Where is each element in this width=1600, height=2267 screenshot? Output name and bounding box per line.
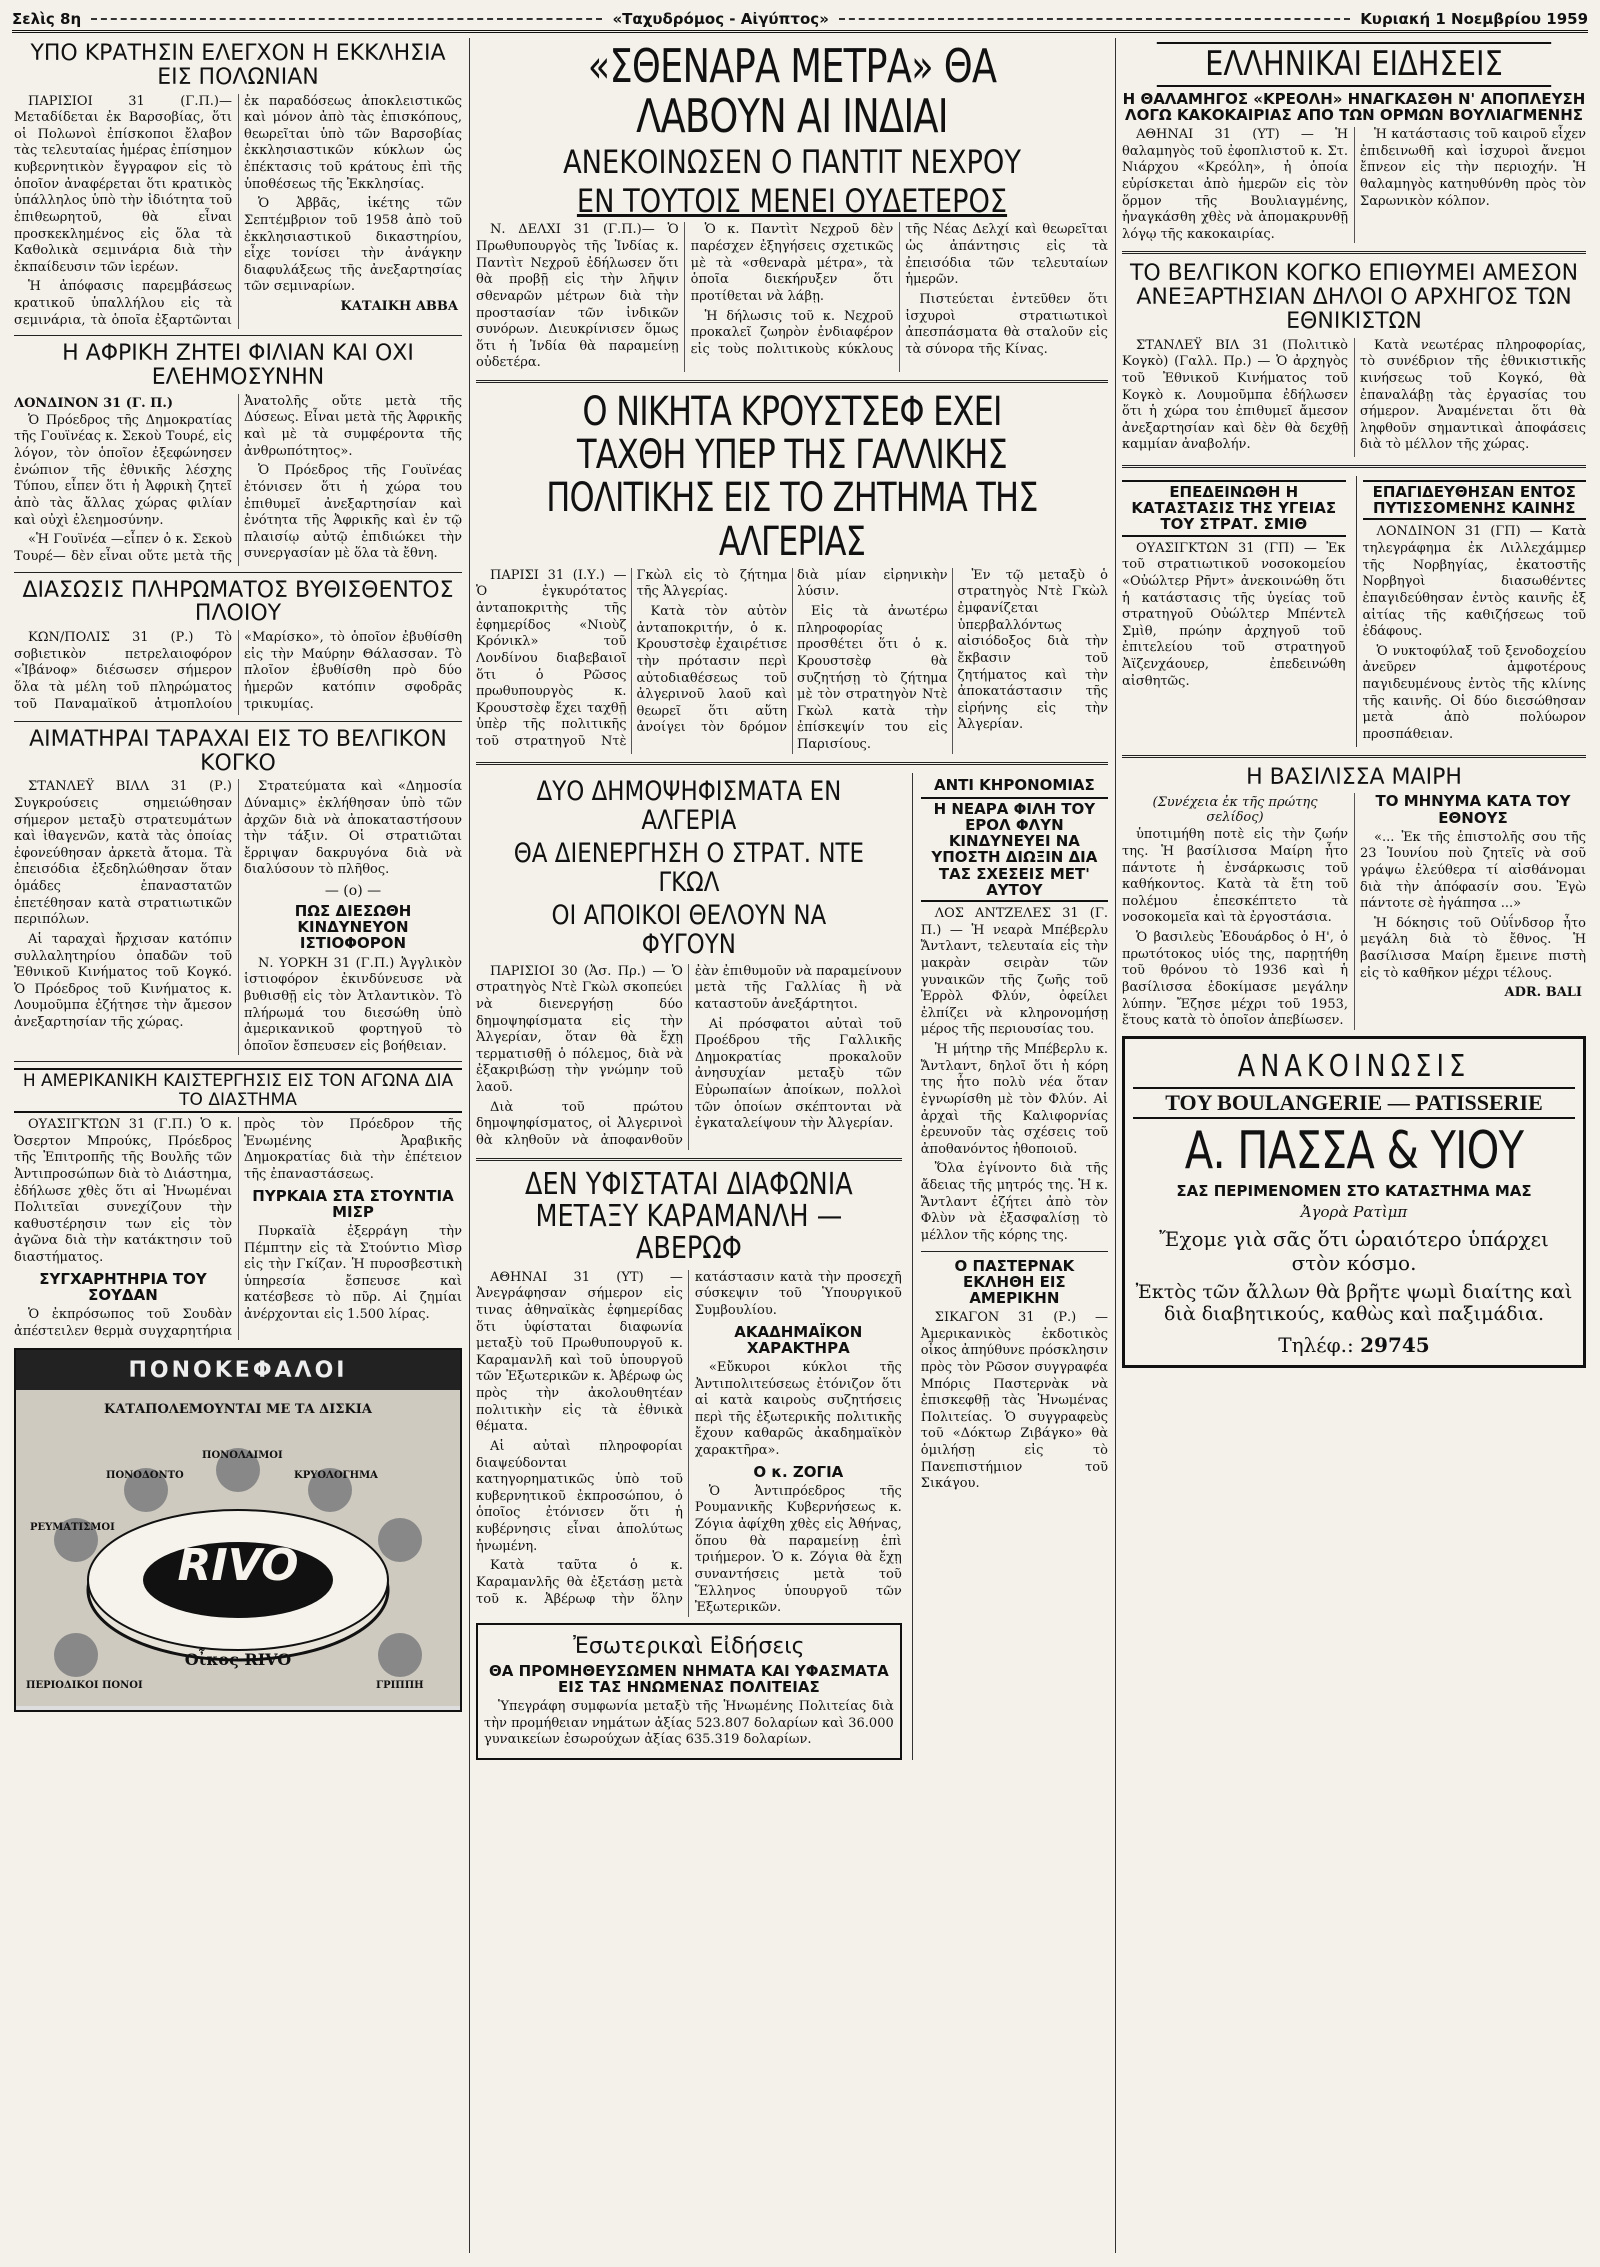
newspaper-name: «Ταχυδρόμος - Αἰγύπτος» — [612, 10, 829, 28]
article-subheadline: Η ΝΕΑΡΑ ΦΙΛΗ ΤΟΥ ΕΡΟΛ ΦΛΥΝ ΚΙΝΔΥΝΕΥΕΙ ΝΑ ΥΠΟΣΤΗ ΔΙΩΞΙΝ ΔΙΑ ΤΑΣ ΣΧΕΣΕΙΣ ΜΕΤ' ΑΥΤΟΥ — [921, 797, 1108, 902]
article-body — [476, 964, 902, 1150]
ad-brand: RIVO — [177, 1540, 299, 1592]
sub-headline: ΟΙ ΑΠΟΙΚΟΙ ΘΕΛΟΥΝ ΝΑ ΦΥΓΟΥΝ — [551, 900, 827, 961]
header-strip — [12, 8, 1588, 33]
ad-footer: Οἶκος RIVO — [184, 1650, 292, 1670]
main-headline: Ο ΝΙΚΗΤΑ ΚΡΟΥΣΤΣΕΦ ΕΧΕΙ ΤΑΧΘΗ ΥΠΕΡ ΤΗΣ ΓΑΛΛΙΚΗΣ ΠΟΛΙΤΙΚΗΣ ΕΙΣ ΤΟ ΖΗΤΗΜΑ ΤΗΣ ΑΛΓΕΡΙΑΣ — [546, 389, 1038, 565]
article-body — [14, 630, 462, 715]
ad-label: ΠΟΝΟΔΟΝΤΟ — [106, 1470, 184, 1482]
paragraph: Ὁ Ἀββᾶς, ἱκέτης τῶν Σεπτέμβριον τοῦ 1958 ἀπὸ τοῦ ἐκκλησιαστικοῦ δικαστηρίου, εἶχε τονίσει τὴν ἀνάγκην διαφυλάξεως τῆς ἀνεξαρτησίας τῶν σεμιναρίων. — [244, 196, 462, 295]
paragraph: Ὁ βασιλεὺς Ἐδουάρδος ὁ Η', ὁ πρωτότοκος υἱός της, παρῃτήθη τοῦ θρόνου τὸ 1936 καὶ ἡ βασίλισσα ἐδοκίμασε μεγάλην λύπην. Ἔζησε μέχρι τοῦ 1953, ἔτους κατὰ τὸ ὁποῖον ἀπεβίωσεν. — [1122, 930, 1348, 1029]
center-lower-row — [476, 773, 1108, 1760]
article-subheadline: Η ΘΑΛΑΜΗΓΟΣ «ΚΡΕΟΛΗ» ΗΝΑΓΚΑΣΘΗ Ν' ΑΠΟΠΛΕΥΣΗ ΛΟΓΩ ΚΑΚΟΚΑΙΡΙΑΣ ΑΠΟ ΤΩΝ ΟΡΜΩΝ ΒΟΥΛΙΑΓΜΕΝΗΣ — [1122, 89, 1586, 124]
paragraph: Στρατεύματα καὶ «Δημοσία Δύναμις» ἐκλήθησαν ὑπὸ τῶν ἀρχῶν διὰ νὰ ἀποκαταστήσουν τὴν τάξιν. Οἱ στρατιῶται ἔρριψαν δακρυγόνα διὰ νὰ διαλύσουν τὸ πλῆθος. — [244, 779, 462, 878]
paragraph: ΚΩΝ/ΠΟΛΙΣ 31 (Ρ.) Τὸ σοβιετικὸν πετρελαιοφόρον «Ἰβάνοφ» διέσωσεν σήμερον ὅλα τὰ μέλη τοῦ πληρώματος τοῦ Παναμαϊκοῦ ἀτμοπλοίου «Μαρίσκο», τὸ ὁποῖον ἐβυθίσθη εἰς τὴν Μαύρην Θάλασσαν. Τὸ πλοῖον ἐβυθίσθη πρὸ δύο ἡμερῶν κατόπιν σφοδρᾶς τρικυμίας. — [14, 630, 462, 712]
right-mid-row — [1122, 476, 1586, 747]
paragraph: «... Ἐκ τῆς ἐπιστολῆς σου τῆς 23 Ἰουνίου ποὺ ζητεῖς νὰ σοῦ γράψω ἐλεύθερα τί αἰσθάνομαι διὰ τὴν ἀπόφασίν σου. Ἐγὼ πάντοτε σὲ ἠγάπησα ...» — [1360, 829, 1586, 912]
paragraph: ΛΟΝΔΙΝΟΝ 31 (ΓΠ) — Κατὰ τηλεγράφημα ἐκ Λιλλεχάμμερ τῆς Νορβηγίας, ἐκατοστῆς Νορβηγοὶ διασωθέντες ἐπαγιδεύθησαν ἐντὸς καινῆς ἐξ αἰτίας τῆς καθιζήσεως τοῦ ἐδάφους. — [1362, 524, 1586, 640]
article-headline: Ο κ. ΖΟΓΙΑ — [753, 1462, 844, 1481]
header-rule — [839, 18, 1350, 20]
ad-label: ΚΡΥΟΛΟΓΗΜΑ — [294, 1470, 378, 1482]
paragraph: ΣΙΚΑΓΟΝ 31 (Ρ.) — Ἀμερικανικὸς ἐκδοτικὸς οἶκος ἀπηύθυνε πρόσκλησιν πρὸς τὸν Ρῶσον συγγραφέα Μπόρις Παστερνὰκ νὰ ἐπισκεφθῇ τὰς Ἡνωμένας Πολιτείας. Ὁ συγγραφεὺς τοῦ «Δόκτωρ Ζιβάγκο» θὰ ὁμιλήσῃ εἰς τὸ Πανεπιστήμιον τοῦ Σικάγου. — [920, 1310, 1108, 1492]
page-number: Σελὶς 8η — [12, 10, 82, 28]
paragraph: «Ἡ Γουϊνέα —εἶπεν ὁ κ. Σεκοὺ Τουρέ— δὲν εἶναι οὔτε μετὰ τῆς Ἀνατολῆς οὔτε μετὰ τῆς Δύσεως. Εἶναι μετὰ τῆς Ἀφρικῆς καὶ μὲ τὰ συμφέροντα τῆς ἀνθρωπότητος». — [14, 393, 462, 564]
left-column — [14, 38, 462, 2253]
paragraph: Αἱ αὐταὶ πληροφορίαι διαψεύδονται κατηγορηματικῶς ὑπὸ τοῦ κυβερνητικοῦ ἐκπροσώπου, ὁ ὁποῖος ἐτόνισεν ὅτι ἡ κυβέρνησις εἶναι ἀπολύτως ἡνωμένη. — [476, 1438, 683, 1554]
center-lower-left — [476, 773, 902, 1760]
article-body — [476, 1270, 902, 1617]
main-headline: ΔΕΝ ΥΦΙΣΤΑΤΑΙ ΔΙΑΦΩΝΙΑ ΜΕΤΑΞΥ ΚΑΡΑΜΑΝΛΗ — ΑΒΕΡΩΦ — [525, 1166, 853, 1267]
article-headline: ΤΟ ΒΕΛΓΙΚΟΝ ΚΟΓΚΟ ΕΠΙΘΥΜΕΙ ΑΜΕΣΟΝ ΑΝΕΞΑΡΤΗΣΙΑΝ ΔΗΛΟΙ Ο ΑΡΧΗΓΟΣ ΤΩΝ ΕΘΝΙΚΙΣΤΩΝ — [1129, 261, 1579, 334]
rivo-advertisement — [14, 1348, 462, 1712]
issue-date: Κυριακή 1 Νοεμβρίου 1959 — [1360, 10, 1589, 28]
paragraph: Εἰς τὰ ἀνωτέρω πληροφορίας προσθέτει ὅτι ὁ κ. Κρουστσὲφ θὰ συζητήσῃ τὸ ζήτημα μὲ τὸν στρατηγὸν Ντὲ Γκὼλ κατὰ τὴν ἐπίσκεψίν του εἰς Παρισίους. — [797, 604, 948, 753]
paragraph: Ἐν τῷ μεταξὺ ὁ στρατηγὸς Ντὲ Γκὼλ ἐμφανίζεται ὑπερβαλλόντως αἰσιόδοξος διὰ τὴν ἔκβασιν τοῦ ζητήματος καὶ τὴν ἀποκατάστασιν τῆς εἰρήνης εἰς τὴν Ἀλγερίαν. — [957, 567, 1108, 733]
signature: ΚΑΤΑΙΚΗ ΑΒΒΑ — [340, 299, 458, 314]
column-rule — [469, 38, 470, 2253]
article-headline: ΕΠΑΓΙΔΕΥΘΗΣΑΝ ΕΝΤΟΣ ΠΥΤΙΣΣΟΜΕΝΗΣ ΚΑΙΝΗΣ — [1363, 480, 1587, 520]
article-body — [14, 1117, 462, 1340]
article-headline: ΣΥΓΧΑΡΗΤΗΡΙΑ ΤΟΥ ΣΟΥΔΑΝ — [39, 1269, 207, 1304]
article-body — [14, 94, 462, 330]
paragraph: Ν. ΥΟΡΚΗ 31 (Γ.Π.) Ἀγγλικὸν ἱστιοφόρον ἐκινδύνευσε νὰ βυθισθῇ εἰς τὸν Ἀτλαντικὸν. Τὸ πλήρωμά του διεσώθη ὑπὸ ἀμερικανικοῦ φορτηγοῦ τὸ ὁποῖον ἔσπευσεν εἰς βοήθειαν. — [244, 955, 462, 1054]
article-headline: ΑΙΜΑΤΗΡΑΙ ΤΑΡΑΧΑΙ ΕΙΣ ΤΟ ΒΕΛΓΙΚΟΝ ΚΟΓΚΟ — [29, 726, 447, 776]
paragraph: ΛΟΣ ΑΝΤΖΕΛΕΣ 31 (Γ. Π.) — Ἡ νεαρὰ Μπέβερλυ Ἄντλαντ, τελευταία εἰς τὴν μακρὰν σειρὰν τῶν γυναικῶν τῆς ζωῆς τοῦ Ἐρρὸλ Φλύν, ὀφείλει ἐλπίζει νὰ κληρονομήσῃ μέρος τῆς περιουσίας του. — [920, 906, 1108, 1038]
paragraph: Πιστεύεται ἐντεῦθεν ὅτι ἰσχυροὶ στρατιωτικοὶ ἀπεσπάσματα θὰ σταλοῦν εἰς τὰ σύνορα τῆς Κίνας. — [905, 291, 1108, 357]
article-body — [1122, 793, 1586, 1030]
article-subheadline: ΤΟ ΜΗΝΥΜΑ ΚΑΤΑ ΤΟΥ ΕΘΝΟΥΣ — [1375, 792, 1571, 827]
article-headline: ΑΝΤΙ ΚΗΡΟΝΟΜΙΑΣ — [933, 775, 1095, 794]
signature: ADR. BALI — [1504, 985, 1582, 1001]
ad-title: ΠΟΝΟΚΕΦΑΛΟΙ — [16, 1350, 460, 1390]
paragraph: ΟΥΑΣΙΓΚΤΩΝ 31 (Γ.Π.) Ὁ κ. Ὀσερτον Μπρούκς, Πρόεδρος τῆς Ἐπιτροπῆς τῆς Βουλῆς τῶν Ἀντιπροσώπων διὰ τὸ Διάστημα, ἐδήλωσε χθὲς ὅτι αἱ Ἡνωμέναι Πολιτεῖαι συνεχίζουν τὴν καθυστέρησιν των εἰς τὸν ἀγῶνα διὰ τὴν κατάκτησιν τοῦ διαστήματος. — [14, 1117, 232, 1266]
phone-number: 29745 — [1360, 1333, 1430, 1358]
ad-label: ΠΟΝΟΛΑΙΜΟΙ — [202, 1450, 283, 1462]
bakery-advertisement — [1122, 1036, 1586, 1368]
ad-title: ΑΝΑΚΟΙΝΩΣΙΣ — [1237, 1048, 1471, 1084]
paragraph: Αἱ ταραχαὶ ἤρχισαν κατόπιν συλλαλητηρίου ὀπαδῶν τοῦ Ἐθνικοῦ Κινήματος τοῦ Κογκό. Ὁ Πρόεδρος τοῦ Κινήματος κ. Λουμοῦμπα ἐζήτησε τὴν ἄμεσον ἀνεξαρτησίαν τῆς χώρας. — [14, 931, 232, 1031]
ad-label: ΠΕΡΙΟΔΙΚΟΙ ΠΟΝΟΙ — [26, 1680, 143, 1692]
sub-headline: ΘΑ ΔΙΕΝΕΡΓΗΣΗ Ο ΣΤΡΑΤ. ΝΤΕ ΓΚΩΛ — [513, 838, 865, 899]
divider — [1122, 465, 1586, 468]
paragraph: Ὁ Πρόεδρος τῆς Γουϊνέας ἐτόνισεν ὅτι ἡ χώρα του ἐπιθυμεῖ ἀνεξαρτησίαν καὶ ἐνότητα τῆς Ἀφρικῆς καὶ ἐν τῷ πλαισίῳ αὐτῷ ἐπιδιώκει τὴν συνεργασίαν μὲ ὅλα τὰ ἔθνη. — [244, 463, 462, 562]
paragraph: Ἡ μήτηρ τῆς Μπέβερλυ κ. Ἄντλαντ, δηλοῖ ὅτι ἡ κόρη της ἦτο πολὺ νέα ὅταν ἐγνωρίσθη μὲ τὸν Φλύν. Αἱ ἀρχαὶ τῆς Καλιφορνίας ἐρευνοῦν τὰς σχέσεις τοῦ ἀποθανόντος ἠθοποιοῦ. — [920, 1042, 1108, 1157]
article-headline: ΕΠΕΔΕΙΝΩΘΗ Η ΚΑΤΑΣΤΑΣΙΣ ΤΗΣ ΥΓΕΙΑΣ ΤΟΥ ΣΤΡΑΤ. ΣΜΙΘ — [1122, 480, 1346, 537]
paragraph: Ἡ δόκησις τοῦ Οὐΐνδσορ ἦτο μεγάλη διὰ τὸ ἔθνος. Ἡ βασίλισσα Μαίρη ἔμεινε πιστὴ εἰς τὸ καθῆκον μέχρι τέλους. — [1360, 915, 1586, 981]
sub-headline: ΑΝΕΚΟΙΝΩΣΕΝ Ο ΠΑΝΤΙΤ ΝΕΧΡΟΥ — [563, 143, 1021, 182]
paragraph: ΟΥΑΣΙΓΚΤΩΝ 31 (ΓΠ) — Ἐκ τοῦ στρατιωτικοῦ νοσοκομείου «Οὐώλτερ Ρῆντ» ἀνεκοινώθη ὅτι ἡ κατάστασις τῆς ὑγείας τοῦ στρατηγοῦ Οὐώλτερ Μπέντελ Σμὶθ, πρώην ἀρχηγοῦ τοῦ ἐπιτελείου τοῦ στρατηγοῦ Ἀϊζενχάουερ, ἐπεδεινώθη αἰσθητῶς. — [1122, 540, 1346, 689]
right-column — [1122, 38, 1586, 2253]
article-body — [1122, 338, 1586, 457]
article-body: ΣΤΑΝΛΕΫ ΒΙΛΛ 31 (Ρ.) Συγκρούσεις σημειώθησαν σήμερον μεταξὺ στρατευμάτων καὶ ἰθαγενῶν, κατὰ τὰς ὁποίας ἐφονεύθησαν ἀρκετὰ ἄτομα. Τὰ ἐπεισόδια ἐξεδηλώθησαν ὅταν ὁμάδες ἐπαναστατῶν ἐπετέθησαν κατὰ στρατιωτικῶν περιπόλων. Αἱ ταραχαὶ ἤρχισαν κατόπιν συλλαλητηρίου ὀπαδῶν τοῦ Ἐθνικοῦ Κινήματος τοῦ Κογκό. Ὁ Πρόεδρος τοῦ Κινήματος κ. Λουμοῦμπα ἐζήτησε τὴν ἄμεσον ἀνεξαρτησίαν τῆς χώρας. Στρατεύματα καὶ «Δημοσία Δύναμις» ἐκλήθησαν ὑπὸ τῶν ἀρχῶν διὰ νὰ ἀποκαταστήσουν τὴν τάξιν. Οἱ στρατιῶται ἔρριψαν δακρυγόνα διὰ νὰ διαλύσουν τὸ πλῆθος. — (ο) — ΠΩΣ ΔΙΕΣΩΘΗ ΚΙΝΔΥΝΕΥΟΝ ΙΣΤΙΟΦΟΡΟΝ Ν. ΥΟΡΚΗ 31 (Γ.Π.) Ἀγγλικὸν ἱστιοφόρον ἐκινδύνευσε νὰ βυθισθῇ εἰς τὸν Ἀτλαντικὸν. Τὸ πλήρωμά του διεσώθη ὑπὸ ἀμερικανικοῦ φορτηγοῦ τὸ ὁποῖον ἔσπευσεν εἰς βοήθειαν. — [14, 779, 462, 1054]
ad-brand: TOY BOULANGERIE — PATISSERIE — [1133, 1087, 1575, 1119]
divider — [921, 1251, 1108, 1252]
paragraph: ΣΤΑΝΛΕΫ ΒΙΛΛ 31 (Ρ.) Συγκρούσεις σημειώθησαν σήμερον μεταξὺ στρατευμάτων καὶ ἰθαγενῶν, κατὰ τὰς ὁποίας ἐφονεύθησαν ἀρκετὰ ἄτομα. Τὰ ἐπεισόδια ἐξεδηλώθησαν ὅταν ὁμάδες ἐπαναστατῶν ἐπετέθησαν κατὰ στρατιωτικῶν περιπόλων. — [14, 779, 232, 928]
box-subheadline: ΘΑ ΠΡΟΜΗΘΕΥΣΩΜΕΝ ΝΗΜΑΤΑ ΚΑΙ ΥΦΑΣΜΑΤΑ ΕΙΣ ΤΑΣ ΗΝΩΜΕΝΑΣ ΠΟΛΙΤΕΙΑΣ — [488, 1661, 889, 1696]
right-mid-left — [1122, 476, 1346, 747]
paragraph: Πυρκαϊὰ ἐξερράγη τὴν Πέμπτην εἰς τὰ Στούντιο Μὶσρ εἰς τὴν Γκίζαν. Ἡ πυροσβεστικὴ ὑπηρεσία ἔσπευσε καὶ κατέσβεσε τὸ πῦρ. Αἱ ζημίαι ἀνέρχονται εἰς 1.500 λίρας. — [244, 1223, 462, 1323]
paragraph: Ὁ Ἀντιπρόεδρος τῆς Ρουμανικῆς Κυβερνήσεως κ. Ζόγια ἀφίχθη χθὲς εἰς Ἀθήνας, ὅπου θὰ παραμείνῃ ἐπὶ τριήμερον. Ὁ κ. Ζόγια θὰ ἔχῃ συναντήσεις μετὰ τοῦ Ἕλληνος ὑπουργοῦ τῶν Ἐξωτερικῶν. — [694, 1483, 902, 1616]
article-body — [476, 222, 1108, 372]
article-body — [14, 394, 462, 566]
ad-tagline: ΚΑΤΑΠΟΛΕΜΟΥΝΤΑΙ ΜΕ ΤΑ ΔΙΣΚΙΑ — [104, 1402, 372, 1418]
paragraph: Ν. ΔΕΛΧΙ 31 (Γ.Π.)— Ὁ Πρωθυπουργὸς τῆς Ἰνδίας κ. Παντὶτ Νεχροῦ ἐδήλωσεν ὅτι θὰ προβῇ εἰς τὴν λῆψιν σθεναρῶν μέτρων διὰ τὴν προστασίαν τῶν ἰνδικῶν συνόρων. Διευκρίνισεν ὅμως ὅτι ἡ Ἰνδία θὰ παραμείνῃ οὐδετέρα. — [476, 222, 679, 371]
divider — [1122, 251, 1586, 254]
paragraph: Ὁ νυκτοφύλαξ τοῦ ξενοδοχείου ἀνεῦρεν ἀμφοτέρους παγιδευμένους ἐντὸς τῆς κλίνης τῆς καινῆς. Οἱ δύο διεσώθησαν μετὰ ἀπὸ πολύωρον προσπάθειαν. — [1362, 643, 1586, 742]
news-box — [476, 1623, 902, 1760]
divider — [14, 572, 462, 573]
article-body — [1122, 127, 1586, 243]
paragraph: Κατὰ τὸν αὐτὸν ἀνταποκριτήν, ὁ κ. Κρουστσὲφ ἐχαιρέτισε τὴν πρότασιν περὶ αὐτοδιαθέσεως τοῦ ἀλγερινοῦ λαοῦ καὶ θεωρεῖ ὅτι αὕτη ἀνοίγει τὸν δρόμον διὰ μίαν εἰρηνικὴν λύσιν. — [636, 567, 948, 736]
sub-headline: ΕΝ ΤΟΥΤΟΙΣ ΜΕΝΕΙ ΟΥΔΕΤΕΡΟΣ — [576, 181, 1008, 220]
paragraph: Ἡ ἀπόφασις παρεμβάσεως κρατικοῦ ὑπαλλήλου εἰς τὰ σεμινάρια, τὰ ὁποῖα ἐξαρτῶνται ἐκ παραδόσεως ἀποκλειστικῶς καὶ μόνον ἀπὸ τὰς ἐπισκόπους, θεωρεῖται ὑπὸ τῶν Βαρσοβίας ἐκκλησιαστικῶν κύκλων ὡς ἐπέκτασις τοῦ κράτους ἐπὶ τῆς ὑποθέσεως τῆς Ἐκκλησίας. — [14, 93, 462, 328]
paragraph: Ἡ δήλωσις τοῦ κ. Νεχροῦ προκαλεῖ ζωηρὸν ἐνδιαφέρον εἰς τοὺς πολιτικοὺς κύκλους τῆς Νέας Δελχί καὶ θεωρεῖται ὡς ἀπάντησις εἰς τὰ ἐπεισόδια τῶν τελευταίων ἡμερῶν. — [690, 222, 1108, 357]
article-headline: ΠΩΣ ΔΙΕΣΩΘΗ ΚΙΝΔΥΝΕΥΟΝ ΙΣΤΙΟΦΟΡΟΝ — [294, 902, 412, 953]
paragraph: ΑΘΗΝΑΙ 31 (ΥΤ) — Ἡ θαλαμηγὸς τοῦ ἐφοπλιστοῦ κ. Στ. Νιάρχου «Κρεόλη», ἡ ὁποία εὑρίσκεται ἀπὸ ἡμερῶν εἰς τὸν ὅρμον τῆς Βουλιαγμένης, ἠναγκάσθη χθὲς νὰ ἀπομακρυνθῇ λόγῳ τῆς κακοκαιρίας. — [1122, 127, 1348, 242]
article-headline: Η ΒΑΣΙΛΙΣΣΑ ΜΑΙΡΗ — [1246, 764, 1462, 790]
ad-address: Ἀγορὰ Ρατὶμπ — [1300, 1203, 1408, 1222]
paragraph: ὑποτιμήθη ποτὲ εἰς τὴν ζωήν της. Ἡ βασίλισσα Μαίρη ἦτο πάντοτε ἡ ἐνσάρκωσις τοῦ καθήκοντος. Κατὰ τὰ ἔτη τοῦ πολέμου ἐπεσκέπτετο τὰ νοσοκομεῖα καὶ τὰ ἐργοστάσια. — [1122, 827, 1348, 926]
divider — [14, 335, 462, 336]
paragraph: ΠΑΡΙΣΙΟΙ 30 (Ἀσ. Πρ.) — Ὁ στρατηγὸς Ντὲ Γκὼλ σκοπεύει νὰ διενεργήσῃ δύο δημοψηφίσματα εἰς τὴν Ἀλγερίαν, ὅταν θὰ ἔχῃ τερματισθῇ ὁ πόλεμος, διὰ νὰ ἐξακριβώσῃ τὴν γνώμην τοῦ λαοῦ. — [476, 963, 683, 1095]
paragraph: Αἱ πρόσφατοι αὐταὶ τοῦ Προέδρου τῆς Γαλλικῆς Δημοκρατίας προκαλοῦν ἀνησυχίαν μεταξὺ τῶν Εὐρωπαίων ἀποίκων, πολλοὶ τῶν ὁποίων σκέπτονται νὰ ἐγκαταλείψουν τὴν Ἀλγερίαν. — [694, 1016, 902, 1132]
ad-phone — [1133, 1333, 1575, 1357]
paragraph: ΠΑΡΙΣΙΟΙ 31 (Γ.Π.)— Μεταδίδεται ἐκ Βαρσοβίας, ὅτι οἱ Πολωνοὶ ἐπίσκοποι ἔλαβον τὰς τελευταίας ἡμέρας ἐπίσημον κυβερνητικὸν ἔγγραφον εἰς τὸ ὁποῖον ἀναφέρεται ὅτι κρατικὸς ὑπάλληλος ὑπὸ τὴν ἰδιότητα τοῦ ἐπιθεωρητοῦ, θὰ εἶναι προσκεκλημένος εἰς ὅλα τὰ Καθολικὰ σεμινάρια διὰ τὴν ἐκπαίδευσιν τῶν ἱερέων. — [14, 93, 232, 275]
paragraph: Ὅλα ἐγίνοντο διὰ τῆς ἄδειας τῆς μητρός της. Ἡ κ. Ἄντλαντ ἐζήτει ἀπὸ τὸν Φλὺν νὰ ἐξασφαλίσῃ τὸ μέλλον τῆς κόρης της. — [920, 1161, 1108, 1243]
article-headline: ΠΥΡΚΑΙΑ ΣΤΑ ΣΤΟΥΝΤΙΑ ΜΙΣΡ — [252, 1186, 454, 1221]
paragraph: Διὰ τοῦ πρώτου δημοψηφίσματος, οἱ Ἀλγερινοὶ θὰ κληθοῦν νὰ ἀποφανθοῦν ἐὰν ἐπιθυμοῦν νὰ παραμείνουν μετὰ τῆς Γαλλίας ἢ νὰ καταστοῦν ἀνεξάρτητοι. — [476, 963, 902, 1148]
ad-label: ΡΕΥΜΑΤΙΣΜΟΙ — [30, 1522, 115, 1534]
paragraph: Ἡ κατάστασις τοῦ καιροῦ εἶχεν ἐπιδεινωθῆ καὶ ἰσχυροὶ ἄνεμοι ἔπνεον εἰς τὴν περιοχήν. Ἡ θαλαμηγὸς κατηυθύνθη πρὸς τὸν Σαρωνικὸν κόλπον. — [1360, 127, 1586, 209]
box-headline: Ἐσωτερικαὶ Εἰδήσεις — [573, 1633, 805, 1659]
article-headline: Ο ΠΑΣΤΕΡΝΑΚ ΕΚΛΗΘΗ ΕΙΣ ΑΜΕΡΙΚΗΝ — [954, 1256, 1075, 1307]
paragraph: Ὁ κ. Παντὶτ Νεχροῦ δὲν παρέσχεν ἐξηγήσεις σχετικῶς μὲ τὰ «σθεναρὰ μέτρα», τὰ ὁποῖα διεκήρυξεν ὅτι προτίθεται νὰ λάβῃ. — [690, 222, 894, 304]
dateline: ΛΟΝΔΙΝΟΝ 31 (Γ. Π.) — [14, 395, 174, 411]
paragraph: Κατὰ ταῦτα ὁ κ. Καραμανλῆς θὰ ἐξετάσῃ μετὰ τοῦ κ. Ἀβέρωφ τὴν ὅλην κατάστασιν κατὰ τὴν προσεχῆ σύσκεψιν τοῦ Ὑπουργικοῦ Συμβουλίου. — [476, 1269, 902, 1607]
article-headline: Η ΑΦΡΙΚΗ ΖΗΤΕΙ ΦΙΛΙΑΝ ΚΑΙ ΟΧΙ ΕΛΕΗΜΟΣΥΝΗΝ — [62, 341, 414, 390]
center-lower-right — [912, 773, 1108, 1760]
divider — [476, 380, 1108, 383]
ad-line: Ἐκτὸς τῶν ἄλλων θὰ βρῆτε ψωμὶ διαίτης καὶ διὰ διαβητικούς, καθὼς καὶ παξιμάδια. — [1135, 1281, 1573, 1326]
article-headline: ΥΠΟ ΚΡΑΤΗΣΙΝ ΕΛΕΓΧΟΝ Η ΕΚΚΛΗΣΙΑ ΕΙΣ ΠΟΛΩΝΙΑΝ — [30, 41, 446, 90]
divider — [476, 762, 1108, 765]
paragraph: ΑΘΗΝΑΙ 31 (ΥΤ) — Ἀνεγράφησαν σήμερον εἰς τινας ἀθηναϊκὰς ἐφημερίδας ὅτι ὑφίσταται διαφωνία μεταξὺ τοῦ Πρωθυπουργοῦ κ. Καραμανλῆ καὶ τοῦ ὑπουργοῦ τῶν Ἐξωτερικῶν κ. Ἀβέρωφ ὡς πρὸς τὴν ἀκολουθητέαν πολιτικὴν εἰς τὰ ἐθνικὰ θέματα. — [476, 1269, 683, 1435]
article-headline: ΑΚΑΔΗΜΑΪΚΟΝ ΧΑΡΑΚΤΗΡΑ — [734, 1322, 863, 1357]
divider — [14, 721, 462, 722]
divider — [1122, 755, 1586, 758]
continuation-note: (Συνέχεια ἐκ τῆς πρώτης σελίδος) — [1152, 795, 1318, 826]
ad-company-name: Α. ΠΑΣΣΑ & ΥΙΟΥ — [1184, 1120, 1524, 1181]
paragraph: «Εὔκυροι κύκλοι τῆς Ἀντιπολιτεύσεως ἐτόνιζον ὅτι αἱ κατὰ καιροὺς συζητήσεις περὶ τῆς ἐξωτερικῆς πολιτικῆς ἔχουν καθαρῶς ἀκαδημαϊκὸν χαρακτῆρα». — [694, 1359, 902, 1459]
phone-label: Τηλέφ.: — [1278, 1333, 1354, 1358]
paragraph: Ὁ ἐκπρόσωπος τοῦ Σουδὰν ἀπέστειλεν θερμὰ συγχαρητήρια πρὸς τὸν Πρόεδρον τῆς Ἑνωμένης Ἀραβικῆς Δημοκρατίας διὰ τὴν ἐπέτειον τῆς ἐπαναστάσεως. — [14, 1117, 462, 1339]
section-title: ΕΛΛΗΝΙΚΑΙ ΕΙΔΗΣΕΙΣ — [1157, 42, 1551, 87]
paragraph: ΣΤΑΝΛΕΫ ΒΙΛ 31 (Πολιτικὸ Κογκὸ) (Γαλλ. Πρ.) — Ὁ ἀρχηγὸς τοῦ Ἐθνικοῦ Κινήματος τοῦ Κογκὸ κ. Λουμοῦμπα ἐδήλωσεν ὅτι ἡ χώρα του ἐπιθυμεῖ ἄμεσον ἀνεξαρτησίαν καὶ δὲν θὰ δεχθῇ καμμίαν ἀναβολήν. — [1122, 337, 1348, 453]
paragraph: ΠΑΡΙΣΙ 31 (Ι.Υ.) — Ὁ ἐγκυρότατος ἀνταποκριτὴς τῆς ἐφημερίδος «Νιοὺζ Κρόνικλ» τοῦ Λονδίνου διαβεβαιοῖ ὅτι ὁ Ρῶσος πρωθυπουργὸς κ. Κρουστσὲφ ἔχει ταχθῇ ὑπὲρ τῆς πολιτικῆς τοῦ στρατηγοῦ Ντὲ Γκὼλ εἰς τὸ ζήτημα τῆς Ἀλγερίας. — [476, 567, 787, 750]
center-column — [476, 38, 1108, 2253]
ad-label: ΓΡΙΠΠΗ — [376, 1680, 424, 1692]
paragraph: Ὁ Πρόεδρος τῆς Δημοκρατίας τῆς Γουϊνέας κ. Σεκοὺ Τουρέ, εἰς λόγον, τὸν ὁποῖον ἐξεφώνησεν ἐνώπιον τῆς ἐθνικῆς λέσχης Τύπου, εἶπεν ὅτι ἡ Ἀφρικὴ ζητεῖ ἀπὸ τὰς ἄλλας χώρας φιλίαν καὶ οὐχὶ ἐλεημοσύνην. — [14, 412, 232, 528]
column-rule — [1115, 38, 1116, 2253]
divider — [476, 1158, 902, 1161]
paragraph: Ὑπεγράφη συμφωνία μεταξὺ τῆς Ἡνωμένης Πολιτείας διὰ τὴν προμήθειαν νημάτων ἀξίας 523.807 δολαρίων καὶ 36.000 γυναικείων ἐσωρούχων ἀξίας 635.319 δολαρίων. — [484, 1698, 894, 1748]
ad-line: Ἔχομε γιὰ σᾶς ὅτι ὡραιότερο ὑπάρχει στὸν κόσμο. — [1159, 1227, 1549, 1276]
main-headline: ΔΥΟ ΔΗΜΟΨΗΦΙΣΜΑΤΑ ΕΝ ΑΛΓΕΡΙΑ — [536, 775, 842, 836]
paragraph: Κατὰ νεωτέρας πληροφορίας, τὸ συνέδριον τῆς ἐθνικιστικῆς κινήσεως τοῦ Κογκό, θὰ ἐπαναλάβῃ τὰς ἐργασίας του σήμερον. Ἀναμένεται ὅτι θὰ ληφθοῦν σημαντικαὶ ἀποφάσεις διὰ τὸ μέλλον τῆς χώρας. — [1360, 337, 1586, 453]
article-body — [476, 568, 1108, 754]
main-headline: «ΣΘΕΝΑΡΑ ΜΕΤΡΑ» ΘΑ ΛΑΒΟΥΝ ΑΙ ΙΝΔΙΑΙ — [587, 39, 997, 143]
right-mid-right — [1356, 476, 1587, 747]
ad-line: ΣΑΣ ΠΕΡΙΜΕΝΟΜΕΝ ΣΤΟ ΚΑΤΑΣΤΗΜΑ ΜΑΣ — [1176, 1182, 1532, 1201]
article-headline: Η ΑΜΕΡΙΚΑΝΙΚΗ ΚΑΙΣΤΕΡΓΗΣΙΣ ΕΙΣ ΤΟΝ ΑΓΩΝΑ ΔΙΑ ΤΟ ΔΙΑΣΤΗΜΑ — [14, 1068, 462, 1113]
header-rule — [91, 18, 602, 20]
divider — [14, 1061, 462, 1062]
article-headline: ΔΙΑΣΩΣΙΣ ΠΛΗΡΩΜΑΤΟΣ ΒΥΘΙΣΘΕΝΤΟΣ ΠΛΟΙΟΥ — [22, 577, 454, 627]
